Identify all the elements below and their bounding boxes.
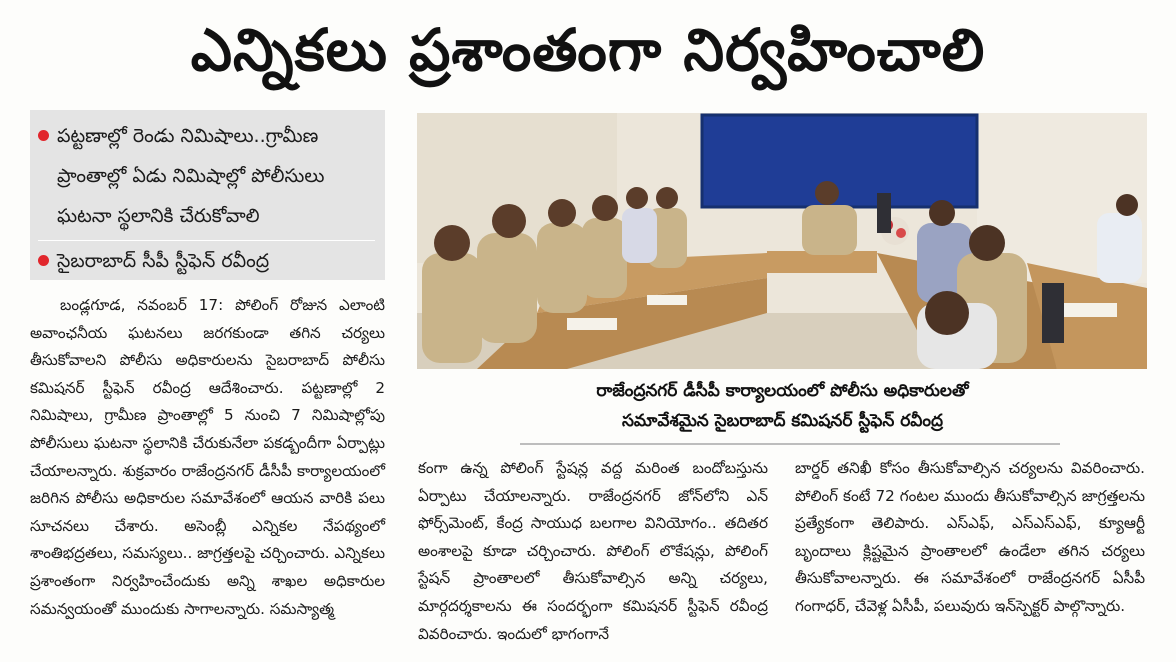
highlights-box — [30, 110, 385, 280]
article-column-3 — [795, 455, 1145, 621]
article-paragraph: బండ్లగూడ, నవంబర్ 17: పోలింగ్ రోజున ఎలాంటి అవాంఛనీయ ఘటనలు జరగకుండా తగిన చర్యలు తీసుకోవాలని పోలీసు అధికారులను సైబరాబాద్ పోలీసు కమిషనర్ స్టీఫెన్ రవీంద్ర ఆదేశించారు. పట్టణాల్లో 2 నిమిషాలు, గ్రామీణ ప్రాంతాల్లో 5 నుంచి 7 నిమిషాల్లోపు పోలీసులు ఘటనా స్థలానికి చేరుకునేలా పకడ్బందీగా ఏర్పాట్లు చేయాలన్నారు. శుక్రవారం రాజేంద్రనగర్ డీసీపీ కార్యాలయంలో జరిగిన పోలీసు అధికారుల సమావేశంలో ఆయన వారికి పలు సూచనలు చేశారు. అసెంబ్లీ ఎన్నికల నేపథ్యంలో శాంతిభద్రతలు, సమస్యలు.. జాగ్రత్తలపై చర్చించారు. ఎన్నికలు ప్రశాంతంగా నిర్వహించేందుకు అన్ని శాఖల అధికారుల సమన్వయంతో ముందుకు సాగాలన్నారు. సమస్యాత్మ — [30, 296, 386, 618]
caption-line: రాజేంద్రనగర్ డీసీపీ కార్యాలయంలో పోలీసు అధికారులతో — [596, 381, 969, 401]
bullet-icon — [38, 130, 49, 141]
meeting-photo — [417, 113, 1147, 369]
caption-line: సమావేశమైన సైబరాబాద్ కమిషనర్ స్టీఫెన్ రవీంద్ర — [622, 411, 943, 431]
bullet-icon — [38, 255, 49, 266]
headline: ఎన్నికలు ప్రశాంతంగా నిర్వహించాలి — [190, 16, 986, 84]
highlight-item — [38, 241, 375, 281]
photo-caption — [430, 376, 1135, 436]
article-column-2 — [418, 455, 768, 648]
highlight-text: సైబరాబాద్ సీపీ స్టీఫెన్ రవీంద్ర — [57, 250, 270, 272]
meeting-photo-illustration — [417, 113, 1147, 369]
caption-divider — [520, 443, 1060, 445]
highlight-text: పట్టణాల్లో రెండు నిమిషాలు..గ్రామీణ ప్రాంతాల్లో ఏడు నిమిషాల్లో పోలీసులు ఘటనా స్థలానికి చేరుకోవాలి — [57, 125, 325, 227]
article-paragraph: కంగా ఉన్న పోలింగ్ స్టేషన్ల వద్ద మరింత బందోబస్తును ఏర్పాటు చేయాలన్నారు. రాజేంద్రనగర్ జోన్‌లోని ఎన్ ఫోర్స్‌మెంట్, కేంద్ర సాయుధ బలగాల వినియోగం.. తదితర అంశాలపై కూడా చర్చించారు. పోలింగ్ లొకేషన్లు, పోలింగ్ స్టేషన్ ప్రాంతాలలో తీసుకోవాల్సిన అన్ని చర్యలు, మార్గదర్శకాలను ఈ సందర్భంగా కమిషనర్ స్టీఫెన్ రవీంద్ర వివరించారు. ఇందులో భాగంగానే — [418, 459, 768, 643]
highlight-item — [38, 116, 375, 241]
article-paragraph: బార్డర్ తనిఖీ కోసం తీసుకోవాల్సిన చర్యలను వివరించారు. పోలింగ్ కంటే 72 గంటల ముందు తీసుకోవాల్సిన జాగ్రత్తలను ప్రత్యేకంగా తెలిపారు. ఎస్ఎఫ్, ఎస్ఎస్ఎఫ్, క్యూఆర్టీ బృందాలు క్లిష్టమైన ప్రాంతాలలో ఉండేలా తగిన చర్యలు తీసుకోవాలన్నారు. ఈ సమావేశంలో రాజేంద్రనగర్ ఏసీపీ గంగాధర్, చేవెళ్ల ఏసీపీ, పలువురు ఇన్‌స్పెక్టర్ పాల్గొన్నారు. — [795, 459, 1145, 615]
article-column-1 — [30, 292, 385, 623]
